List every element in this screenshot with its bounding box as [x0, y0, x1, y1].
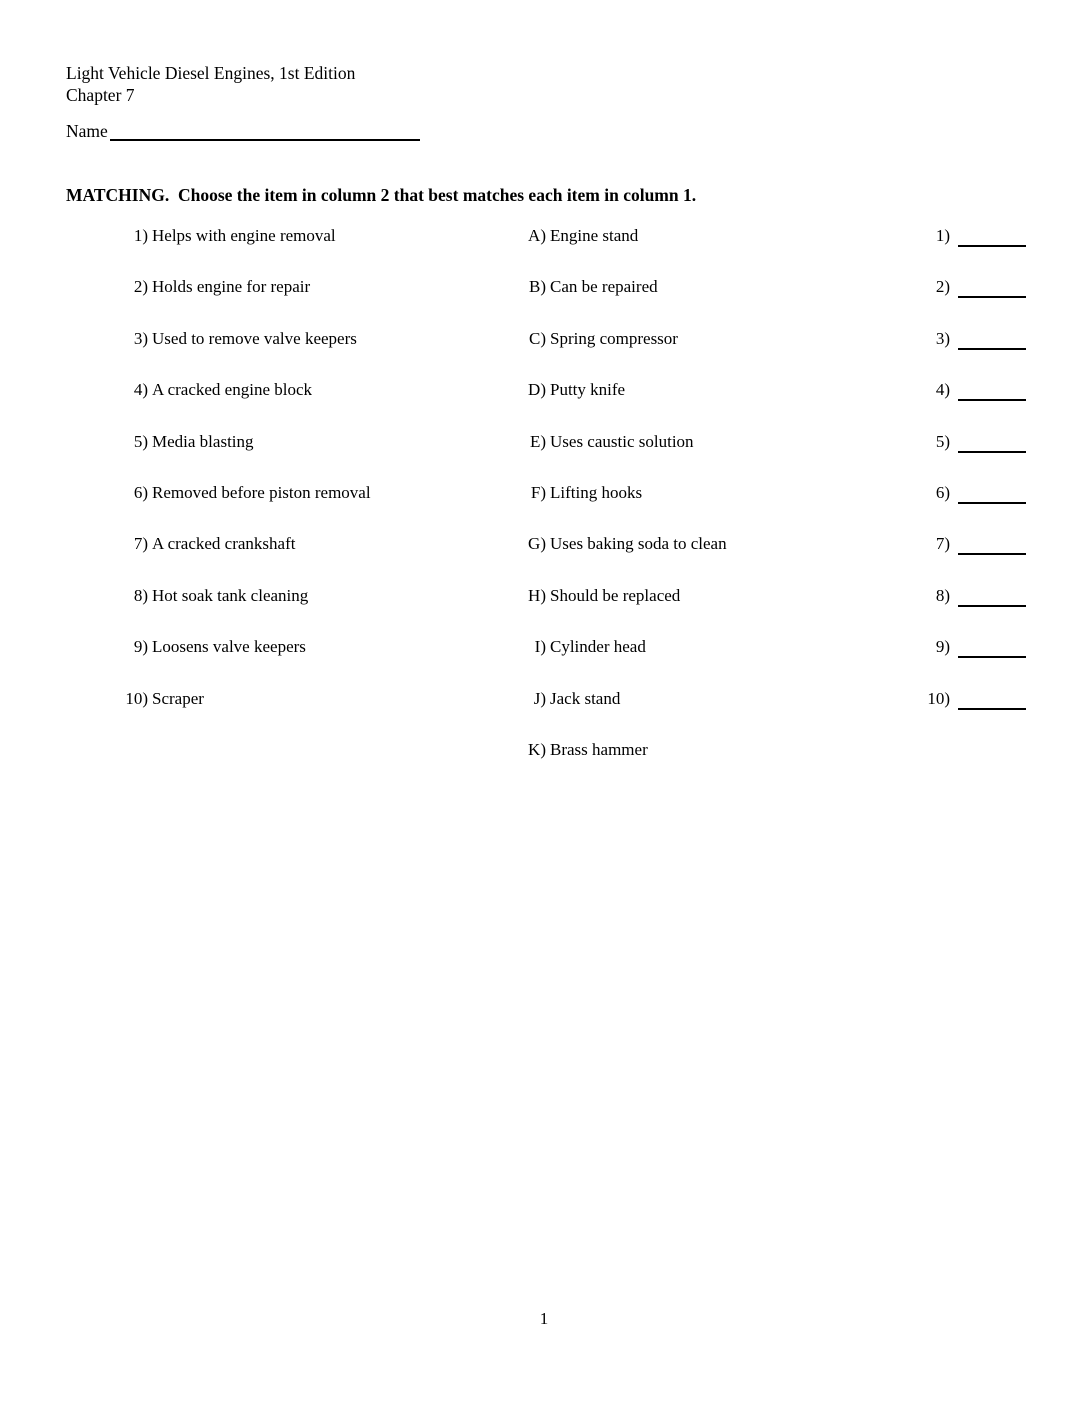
option-letter: F) — [530, 483, 546, 502]
item-text: A cracked engine block — [152, 380, 313, 399]
option-letter: I) — [534, 637, 546, 656]
answer-blank-line — [958, 280, 1026, 298]
item-text: Loosens valve keepers — [152, 637, 306, 656]
item-number: 6) — [133, 483, 148, 502]
matching-row — [0, 379, 1088, 403]
column2-item — [510, 585, 680, 607]
answer-slot — [866, 225, 1026, 247]
answer-slot — [866, 533, 1026, 555]
matching-row — [0, 328, 1088, 352]
name-blank-line — [110, 123, 420, 141]
item-text: Helps with engine removal — [152, 226, 336, 245]
column1-item — [66, 482, 371, 504]
column1-item — [66, 225, 336, 247]
item-number: 10) — [125, 689, 148, 708]
column1-item — [66, 533, 295, 555]
matching-row — [0, 482, 1088, 506]
option-letter: E) — [529, 432, 546, 451]
item-text: Media blasting — [152, 432, 254, 451]
answer-slot — [866, 328, 1026, 350]
item-number: 7) — [133, 534, 148, 553]
option-letter: J) — [533, 689, 546, 708]
item-text: Scraper — [152, 689, 204, 708]
item-number: 1) — [133, 226, 148, 245]
matching-row — [0, 276, 1088, 300]
page-number: 1 — [539, 1309, 549, 1328]
matching-row — [0, 739, 1088, 763]
option-text: Can be repaired — [550, 277, 658, 296]
answer-blank-line — [958, 435, 1026, 453]
answer-slot — [866, 688, 1026, 710]
answer-slot — [866, 636, 1026, 658]
column2-item — [510, 533, 727, 555]
answer-number: 4) — [935, 380, 950, 399]
answer-number: 10) — [927, 689, 950, 708]
item-number: 2) — [133, 277, 148, 296]
option-text: Uses baking soda to clean — [550, 534, 727, 553]
option-text: Putty knife — [550, 380, 626, 399]
option-text: Jack stand — [550, 689, 621, 708]
item-number: 4) — [133, 380, 148, 399]
column1-item — [66, 431, 254, 453]
name-row — [66, 120, 420, 142]
answer-number: 2) — [935, 277, 950, 296]
item-text: Removed before piston removal — [152, 483, 371, 502]
answer-slot — [866, 585, 1026, 607]
option-text: Engine stand — [550, 226, 639, 245]
option-text: Lifting hooks — [550, 483, 643, 502]
answer-number: 9) — [935, 637, 950, 656]
option-letter: D) — [528, 380, 546, 399]
column2-item — [510, 688, 620, 710]
column2-item — [510, 328, 678, 350]
document-header — [66, 63, 355, 106]
matching-row — [0, 636, 1088, 660]
column1-item — [66, 585, 308, 607]
item-number: 9) — [133, 637, 148, 656]
answer-number: 6) — [935, 483, 950, 502]
matching-row — [0, 688, 1088, 712]
answer-number: 7) — [935, 534, 950, 553]
answer-number: 5) — [935, 432, 950, 451]
option-text: Spring compressor — [550, 329, 678, 348]
column2-item — [510, 636, 646, 658]
answer-number: 8) — [935, 586, 950, 605]
column1-item — [66, 636, 306, 658]
answer-number: 1) — [935, 226, 950, 245]
name-label: Name — [66, 121, 108, 141]
answer-slot — [866, 379, 1026, 401]
column1-item — [66, 276, 310, 298]
column2-item — [510, 739, 648, 761]
answer-blank-line — [958, 332, 1026, 350]
column1-item — [66, 328, 357, 350]
item-text: Hot soak tank cleaning — [152, 586, 309, 605]
item-number: 8) — [133, 586, 148, 605]
option-text: Uses caustic solution — [550, 432, 694, 451]
option-letter: G) — [528, 534, 546, 553]
column1-item — [66, 688, 204, 710]
document-chapter: Chapter 7 — [66, 84, 135, 105]
answer-blank-line — [958, 692, 1026, 710]
option-letter: C) — [529, 329, 546, 348]
column2-item — [510, 225, 638, 247]
document-title: Light Vehicle Diesel Engines, 1st Edition — [66, 63, 356, 83]
item-number: 3) — [133, 329, 148, 348]
item-text: A cracked crankshaft — [152, 534, 296, 553]
answer-number: 3) — [935, 329, 950, 348]
matching-row — [0, 585, 1088, 609]
column1-item — [66, 379, 312, 401]
option-letter: B) — [529, 277, 546, 296]
item-text: Holds engine for repair — [152, 277, 311, 296]
answer-blank-line — [958, 383, 1026, 401]
answer-blank-line — [958, 229, 1026, 247]
answer-blank-line — [958, 640, 1026, 658]
column2-item — [510, 431, 694, 453]
column2-item — [510, 482, 642, 504]
column2-item — [510, 379, 625, 401]
column2-item — [510, 276, 658, 298]
option-letter: K) — [528, 740, 546, 759]
option-text: Cylinder head — [550, 637, 646, 656]
answer-blank-line — [958, 537, 1026, 555]
matching-row — [0, 225, 1088, 249]
option-letter: A) — [528, 226, 546, 245]
matching-instructions: MATCHING. Choose the item in column 2 that best matches each item in column 1. — [66, 185, 697, 205]
answer-blank-line — [958, 486, 1026, 504]
item-number: 5) — [133, 432, 148, 451]
option-letter: H) — [528, 586, 546, 605]
matching-row — [0, 533, 1088, 557]
option-text: Should be replaced — [550, 586, 681, 605]
answer-slot — [866, 276, 1026, 298]
answer-slot — [866, 431, 1026, 453]
option-text: Brass hammer — [550, 740, 648, 759]
matching-row — [0, 431, 1088, 455]
item-text: Used to remove valve keepers — [152, 329, 357, 348]
answer-slot — [866, 482, 1026, 504]
answer-blank-line — [958, 589, 1026, 607]
